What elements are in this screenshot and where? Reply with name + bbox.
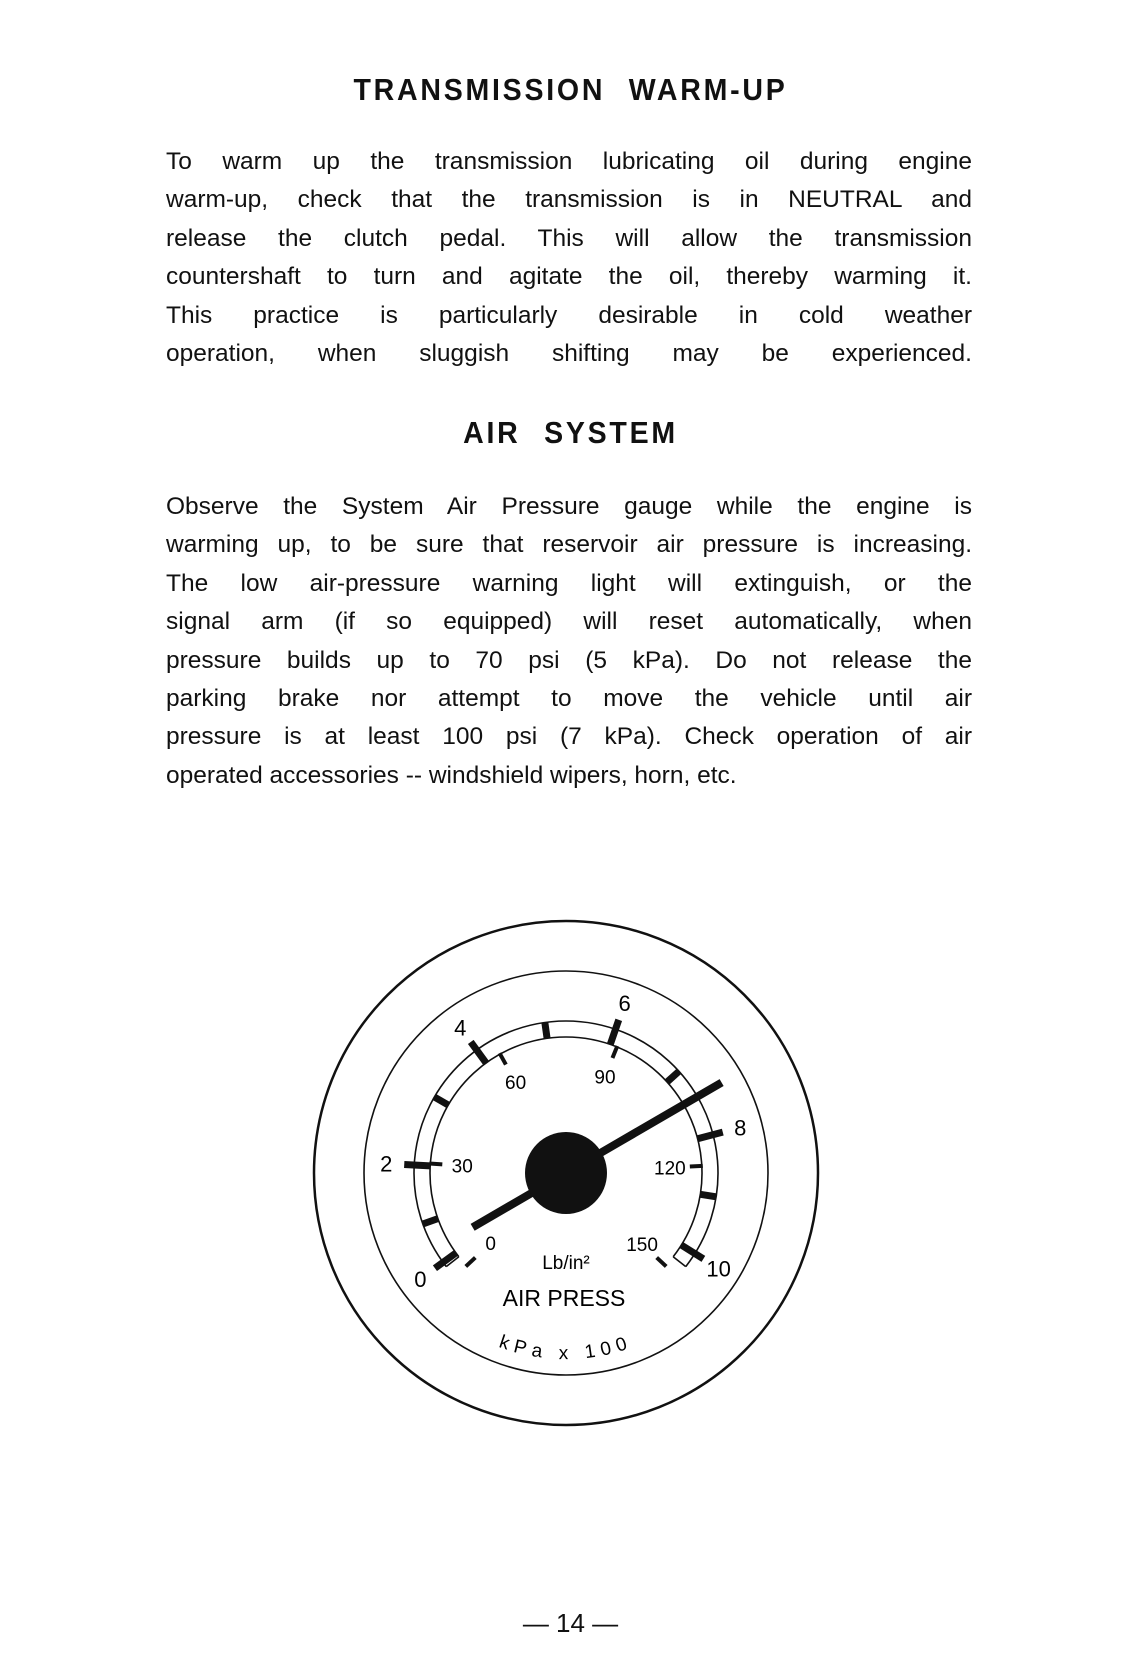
kpa-tick xyxy=(700,1194,716,1197)
kpa-tick-label: 2 xyxy=(380,1151,393,1177)
gauge-name-label: AIR PRESS xyxy=(502,1285,626,1311)
kpa-tick xyxy=(698,1132,723,1139)
kpa-tick-label: 6 xyxy=(618,990,631,1016)
kpa-tick xyxy=(667,1071,679,1082)
kpa-tick xyxy=(610,1020,618,1045)
scale-band-end xyxy=(673,1257,686,1267)
text-line: pressure is at least 100 psi (7 kPa). Check operation of air xyxy=(166,723,972,751)
psi-tick-label: 0 xyxy=(485,1234,496,1256)
page-number: — 14 — xyxy=(522,1608,619,1638)
text-line: parking brake nor attempt to move the vehicle until air xyxy=(166,685,972,713)
psi-tick xyxy=(612,1046,617,1058)
psi-tick xyxy=(466,1258,476,1267)
text-line: operation, when sluggish shifting may be experienced. xyxy=(166,340,972,368)
kpa-tick-label: 10 xyxy=(706,1256,731,1282)
text-line: To warm up the transmission lubricating oil during engine xyxy=(166,148,972,175)
psi-tick xyxy=(657,1258,667,1267)
psi-tick-label: 120 xyxy=(654,1158,686,1180)
unit-psi-label: Lb/in² xyxy=(542,1253,590,1274)
text-line: The low air-pressure warning light will extinguish, or the xyxy=(166,569,972,597)
section-title-transmission: TRANSMISSION WARM-UP xyxy=(353,72,788,107)
needle-hub xyxy=(525,1132,607,1214)
psi-tick-label: 30 xyxy=(451,1156,473,1178)
text-line: release the clutch pedal. This will allow the transmission xyxy=(166,224,972,252)
text-line: signal arm (if so equipped) will reset automatically, when xyxy=(166,608,972,636)
unit-kpa-text: kPa x 100 xyxy=(496,1331,636,1365)
kpa-tick xyxy=(423,1219,438,1224)
text-line: warming up, to be sure that reservoir air pressure is increasing. xyxy=(166,531,972,559)
psi-tick xyxy=(690,1166,703,1167)
kpa-tick xyxy=(434,1097,448,1105)
psi-tick xyxy=(500,1053,506,1064)
text-line: Observe the System Air Pressure gauge while the engine is xyxy=(166,493,972,520)
kpa-tick xyxy=(545,1022,547,1038)
psi-tick xyxy=(429,1163,442,1164)
text-line: pressure builds up to 70 psi (5 kPa). Do not release the xyxy=(166,646,972,674)
text-line: operated accessories -- windshield wipers, horn, etc. xyxy=(166,761,737,789)
psi-tick-label: 60 xyxy=(505,1073,527,1095)
kpa-tick xyxy=(404,1165,430,1166)
kpa-tick-label: 4 xyxy=(454,1015,467,1041)
text-line: warm-up, check that the transmission is in NEUTRAL and xyxy=(166,186,972,214)
unit-kpa-label xyxy=(496,1332,635,1365)
psi-tick-label: 90 xyxy=(594,1067,616,1089)
psi-tick-label: 150 xyxy=(626,1234,658,1256)
kpa-tick-label: 8 xyxy=(734,1115,747,1141)
text-line: This practice is particularly desirable in cold weather xyxy=(166,301,972,329)
text-line: countershaft to turn and agitate the oil, thereby warming it. xyxy=(166,263,972,291)
section-title-air-system: AIR SYSTEM xyxy=(463,415,678,450)
kpa-tick-label: 0 xyxy=(414,1266,427,1292)
